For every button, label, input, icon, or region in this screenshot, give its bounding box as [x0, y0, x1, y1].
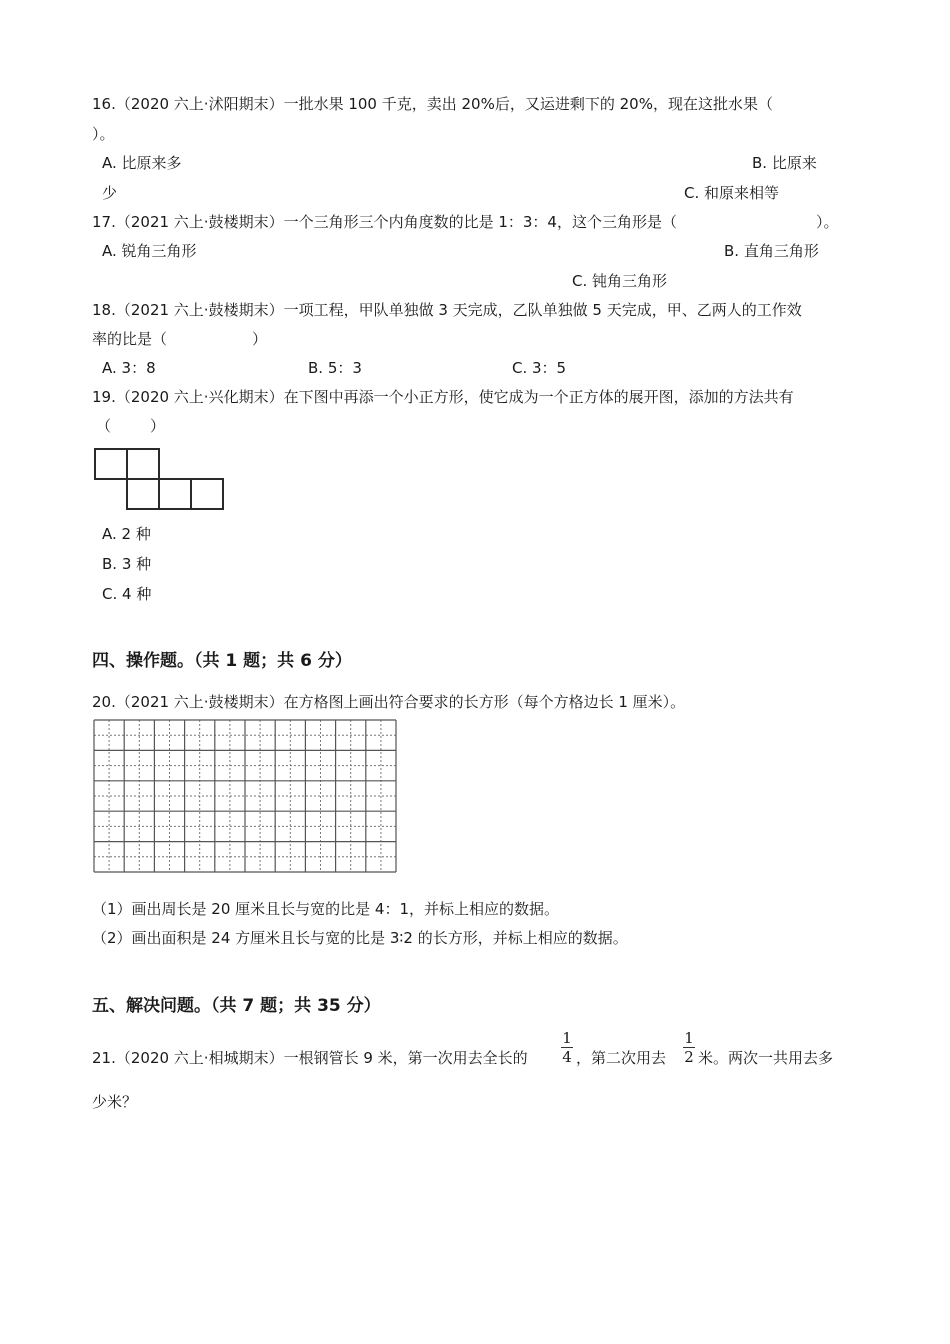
q20-part2: （2）画出面积是 24 方厘米且长与宽的比是 3∶2 的长方形，并标上相应的数据。: [92, 929, 628, 947]
cube-net-figure: [92, 446, 228, 512]
q21-stem-a: 21.（2020 六上·相城期末）一根钢管长 9 米，第一次用去全长的: [92, 1049, 528, 1067]
q21-fraction-one-half: [682, 1030, 696, 1065]
q18-stem-line2: 率的比是（: [92, 330, 168, 348]
q18-option-c[interactable]: C. 3：5: [512, 359, 567, 377]
q16-option-b-cont: 少: [102, 184, 118, 202]
q21-frac1-numerator: 1: [562, 1029, 572, 1047]
q19-option-b[interactable]: B. 3 种: [102, 555, 152, 573]
q16-stem-line2: ）。: [92, 125, 115, 143]
q21-frac2-numerator: 1: [684, 1029, 694, 1047]
q18-stem-line1: 18.（2021 六上·鼓楼期末）一项工程，甲队单独做 3 天完成，乙队单独做 5 天完成，甲、乙两人的工作效: [92, 301, 802, 319]
q18-option-b[interactable]: B. 5：3: [308, 359, 362, 377]
q16-stem-line1: 16.（2020 六上·沭阳期末）一批水果 100 千克，卖出 20%后，又运进剩下的 20%，现在这批水果（: [92, 95, 773, 113]
q21-fraction-one-quarter: [560, 1030, 574, 1065]
q18-stem-line2-end: ）: [252, 330, 268, 348]
q19-option-a[interactable]: A. 2 种: [102, 525, 151, 543]
q18-option-a[interactable]: A. 3：8: [102, 359, 156, 377]
q19-stem-line1: 19.（2020 六上·兴化期末）在下图中再添一个小正方形，使它成为一个正方体的展开图，添加的方法共有: [92, 388, 794, 406]
q17-option-b[interactable]: B. 直角三角形: [724, 242, 819, 260]
q19-stem-line2: （: [96, 417, 112, 435]
square-grid[interactable]: [92, 718, 400, 876]
section4-heading: 四、操作题。（共 1 题；共 6 分）: [92, 651, 352, 671]
q16-option-b[interactable]: B. 比原来: [752, 154, 817, 172]
q20-part1: （1）画出周长是 20 厘米且长与宽的比是 4：1，并标上相应的数据。: [92, 900, 560, 918]
q17-stem: 17.（2021 六上·鼓楼期末）一个三角形三个内角度数的比是 1：3：4，这个三角形是（: [92, 213, 677, 231]
q21-stem-c: 米。两次一共用去多: [698, 1049, 834, 1067]
q20-stem: 20.（2021 六上·鼓楼期末）在方格图上画出符合要求的长方形（每个方格边长 1 厘米）。: [92, 693, 686, 711]
q17-stem-end: ）。: [816, 213, 839, 231]
q17-option-c[interactable]: C. 钝角三角形: [572, 272, 668, 290]
q21-stem-b: ，第二次用去: [576, 1049, 667, 1067]
q21-frac2-denominator: 2: [684, 1048, 694, 1066]
q16-option-c[interactable]: C. 和原来相等: [684, 184, 780, 202]
section5-heading: 五、解决问题。（共 7 题；共 35 分）: [92, 996, 381, 1016]
q21-stem-line2: 少米？: [92, 1093, 138, 1111]
q16-option-a[interactable]: A. 比原来多: [102, 154, 182, 172]
q17-option-a[interactable]: A. 锐角三角形: [102, 242, 197, 260]
q19-option-c[interactable]: C. 4 种: [102, 585, 152, 603]
q19-stem-line2-end: ）: [150, 417, 166, 435]
q21-frac1-denominator: 4: [562, 1048, 572, 1066]
